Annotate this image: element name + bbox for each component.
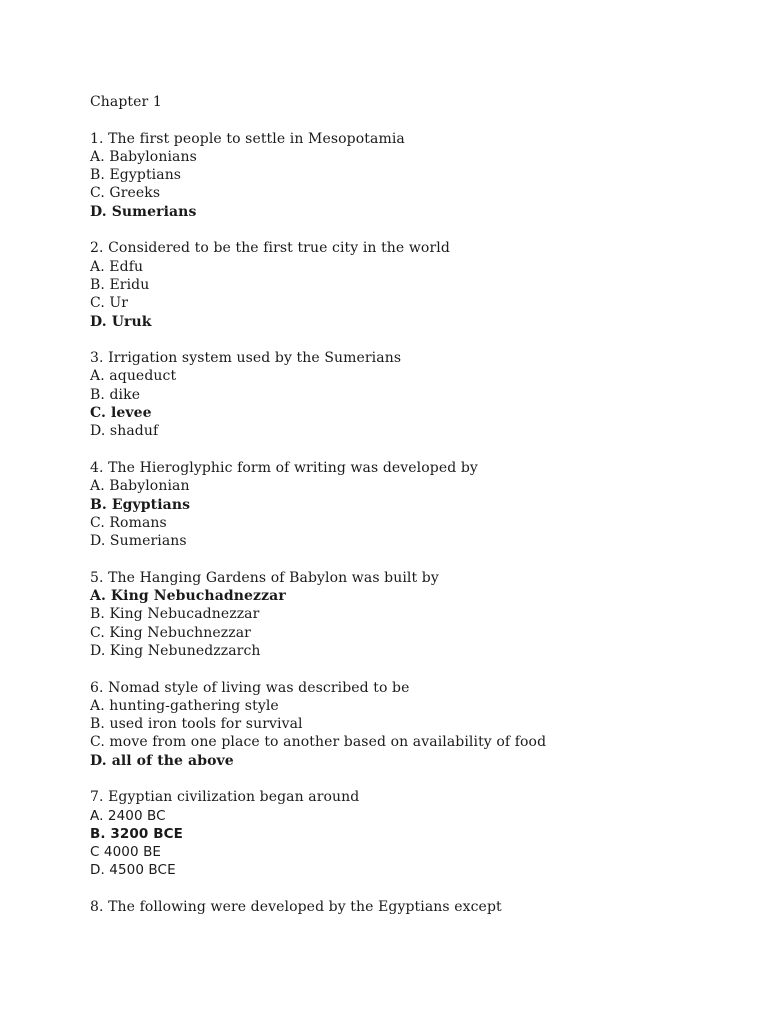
option: A. aqueduct: [90, 368, 177, 385]
option: B. used iron tools for survival: [90, 716, 303, 733]
question-7: [90, 788, 730, 879]
option: A. 2400 BC: [90, 807, 166, 824]
spacer: [90, 331, 730, 349]
question-prompt: 3. Irrigation system used by the Sumerians: [90, 350, 402, 367]
option: B. King Nebucadnezzar: [90, 606, 260, 623]
question-8: [90, 898, 730, 916]
option: D. shaduf: [90, 423, 159, 440]
document-page: [90, 93, 730, 916]
question-5: [90, 569, 730, 660]
correct-option: B. Egyptians: [90, 496, 191, 513]
option: D. King Nebunedzzarch: [90, 642, 261, 659]
correct-option: D. Sumerians: [90, 203, 197, 220]
spacer: [90, 441, 730, 459]
question-prompt: 7. Egyptian civilization began around: [90, 789, 360, 806]
option: C. Ur: [90, 295, 129, 312]
question-3: [90, 349, 730, 440]
question-6: [90, 679, 730, 770]
question-prompt: 6. Nomad style of living was described to be: [90, 679, 410, 696]
spacer: [90, 660, 730, 678]
option: C. Greeks: [90, 185, 161, 202]
question-2: [90, 239, 730, 330]
spacer: [90, 111, 730, 129]
option: B. Egyptians: [90, 167, 182, 184]
spacer: [90, 770, 730, 788]
option: B. Eridu: [90, 276, 150, 293]
option: D. 4500 BCE: [90, 862, 176, 879]
option: C. move from one place to another based on availability of food: [90, 734, 547, 751]
option: A. Babylonians: [90, 148, 197, 165]
question-prompt: 2. Considered to be the first true city in the world: [90, 240, 450, 257]
option: B. dike: [90, 386, 141, 403]
option: A. Babylonian: [90, 478, 190, 495]
option: C. Romans: [90, 514, 167, 531]
option: A. Edfu: [90, 258, 144, 275]
question-4: [90, 459, 730, 550]
option: D. Sumerians: [90, 533, 187, 550]
option: A. hunting-gathering style: [90, 697, 279, 714]
option: C. King Nebuchnezzar: [90, 624, 251, 641]
question-prompt: 4. The Hieroglyphic form of writing was developed by: [90, 459, 478, 476]
correct-option: D. Uruk: [90, 313, 152, 330]
question-prompt: 8. The following were developed by the Egyptians except: [90, 899, 502, 916]
chapter-title: Chapter 1: [90, 94, 162, 110]
correct-option: D. all of the above: [90, 752, 234, 769]
question-prompt: 5. The Hanging Gardens of Babylon was built by: [90, 569, 439, 586]
question-prompt: 1. The first people to settle in Mesopotamia: [90, 130, 405, 147]
question-1: [90, 130, 730, 221]
spacer: [90, 550, 730, 568]
correct-option: A. King Nebuchadnezzar: [90, 588, 286, 605]
option: C 4000 BE: [90, 844, 162, 861]
correct-option: C. levee: [90, 405, 152, 422]
correct-option: B. 3200 BCE: [90, 825, 183, 842]
spacer: [90, 221, 730, 239]
spacer: [90, 880, 730, 898]
